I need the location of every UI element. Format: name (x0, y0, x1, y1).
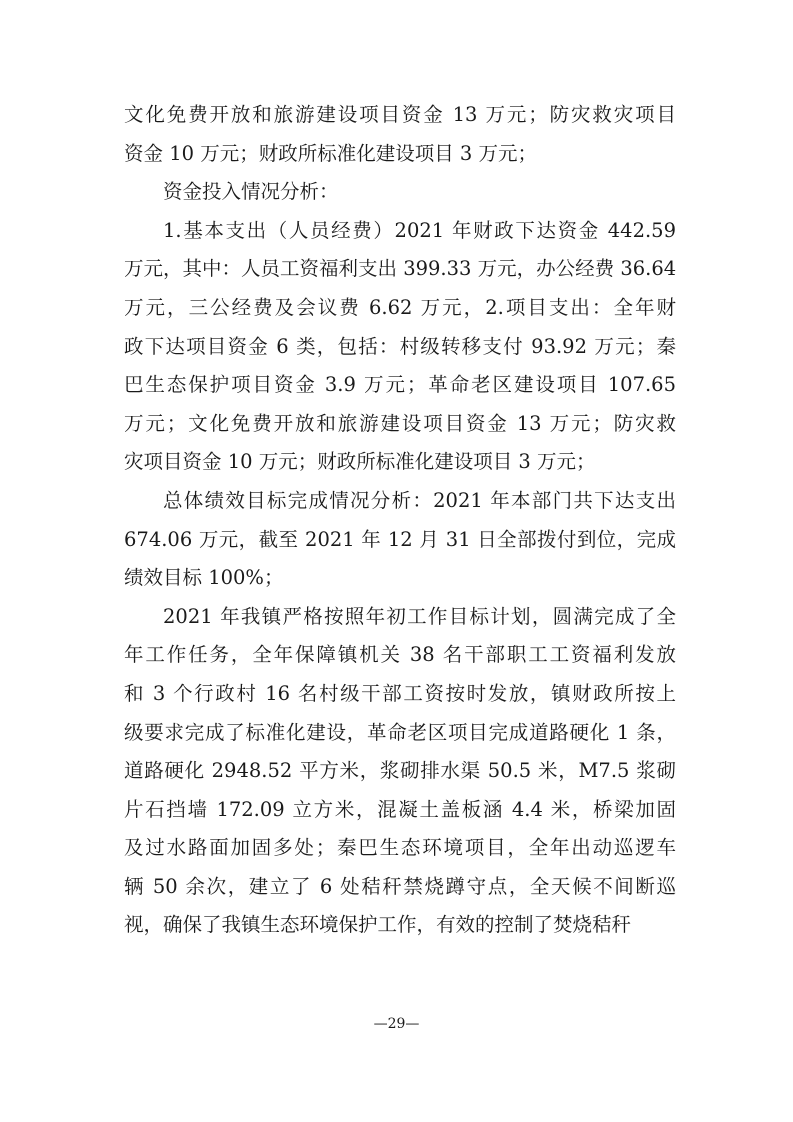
text-line: 万元，其中：人员工资福利支出 399.33 万元，办公经费 36.64 (124, 257, 677, 281)
paragraph (124, 212, 676, 482)
paragraph (124, 598, 676, 945)
text-line: 万元；文化免费开放和旅游建设项目资金 13 万元；防灾救 (124, 411, 676, 435)
text-line: 道路硬化 2948.52 平方米，浆砌排水渠 50.5 米，M7.5 浆砌 (124, 759, 676, 783)
text-line: 总体绩效目标完成情况分析：2021 年本部门共下达支出 (163, 488, 676, 512)
page-number: —29— (373, 1016, 420, 1032)
text-line: 绩效目标 100%； (124, 566, 284, 590)
text-line: 辆 50 余次，建立了 6 处秸秆禁烧蹲守点，全天候不间断巡 (124, 874, 676, 898)
text-line: 文化免费开放和旅游建设项目资金 13 万元；防灾救灾项目 (124, 103, 676, 126)
text-line: 及过水路面加固多处；秦巴生态环境项目，全年出动巡逻车 (124, 836, 676, 860)
text-line: 巴生态保护项目资金 3.9 万元；革命老区建设项目 107.65 (124, 373, 676, 397)
body-text (124, 96, 676, 945)
text-line: 年工作任务，全年保障镇机关 38 名干部职工工资福利发放 (124, 643, 676, 667)
text-line: 2021 年我镇严格按照年初工作目标计划，圆满完成了全 (163, 604, 676, 628)
text-line: 级要求完成了标准化建设，革命老区项目完成道路硬化 1 条， (124, 720, 676, 744)
text-line: 674.06 万元，截至 2021 年 12 月 31 日全部拨付到位，完成 (124, 527, 676, 551)
text-line: 资金投入情况分析： (163, 180, 339, 204)
text-line: 资金 10 万元；财政所标准化建设项目 3 万元； (124, 141, 538, 165)
text-line: 1.基本支出（人员经费）2021 年财政下达资金 442.59 (163, 218, 676, 242)
paragraph (124, 96, 676, 173)
text-line: 片石挡墙 172.09 立方米，混凝土盖板涵 4.4 米，桥梁加固 (124, 797, 676, 821)
paragraph (124, 173, 676, 212)
paragraph (124, 482, 676, 598)
text-line: 灾项目资金 10 万元；财政所标准化建设项目 3 万元； (124, 450, 596, 474)
text-line: 万元，三公经费及会议费 6.62 万元，2.项目支出：全年财 (124, 295, 676, 319)
text-line: 视，确保了我镇生态环境保护工作，有效的控制了焚烧秸秆 (124, 913, 632, 937)
text-line: 和 3 个行政村 16 名村级干部工资按时发放，镇财政所按上 (124, 681, 676, 705)
text-line: 政下达项目资金 6 类，包括：村级转移支付 93.92 万元；秦 (124, 334, 676, 358)
